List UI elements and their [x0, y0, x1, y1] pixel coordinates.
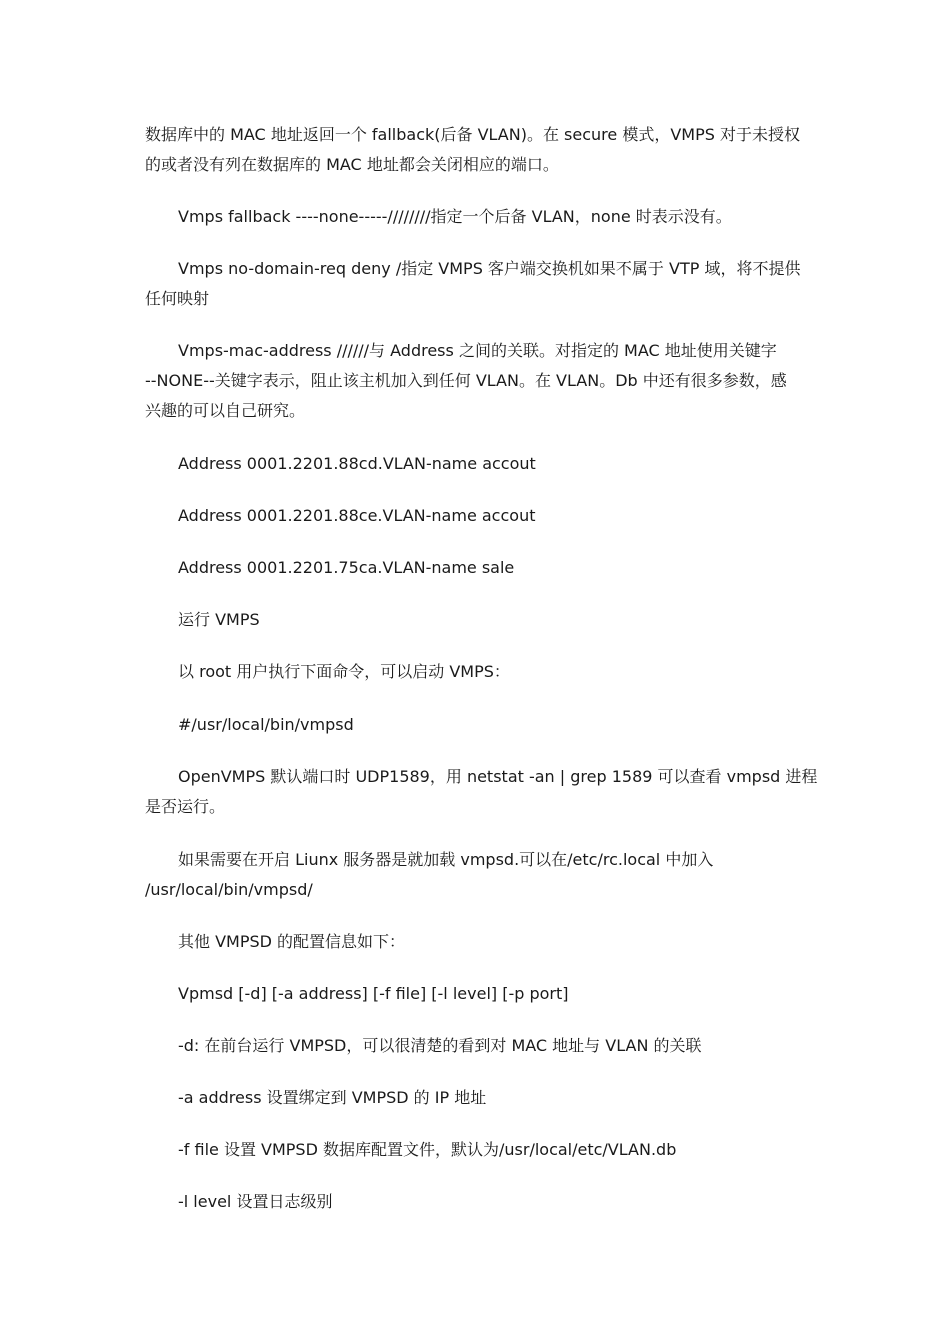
address-entry-3: Address 0001.2201.75ca.VLAN-name sale: [178, 558, 515, 577]
paragraph-openvmps-line-1: OpenVMPS 默认端口时 UDP1589，用 netstat -an | grep 1589 可以查看 vmpsd 进程: [178, 767, 818, 786]
paragraph-root-command: 以 root 用户执行下面命令，可以启动 VMPS：: [178, 662, 510, 681]
command-vmpsd-path: #/usr/local/bin/vmpsd: [178, 715, 354, 734]
option-l: -l level 设置日志级别: [178, 1192, 333, 1211]
option-a: -a address 设置绑定到 VMPSD 的 IP 地址: [178, 1088, 487, 1107]
section-heading-run-vmps: 运行 VMPS: [178, 610, 260, 629]
paragraph-1-line-1: 数据库中的 MAC 地址返回一个 fallback(后备 VLAN)。在 secure 模式，VMPS 对于未授权: [145, 125, 800, 144]
address-entry-2: Address 0001.2201.88ce.VLAN-name accout: [178, 506, 536, 525]
usage-synopsis: Vpmsd [-d] [-a address] [-f file] [-l level] [-p port]: [178, 984, 569, 1003]
option-f: -f file 设置 VMPSD 数据库配置文件，默认为/usr/local/etc/VLAN.db: [178, 1140, 677, 1159]
paragraph-3-line-2: 任何映射: [145, 289, 210, 308]
paragraph-3-line-1: Vmps no-domain-req deny /指定 VMPS 客户端交换机如果不属于 VTP 域，将不提供: [178, 259, 801, 278]
paragraph-startup-line-2: /usr/local/bin/vmpsd/: [145, 880, 313, 899]
paragraph-openvmps-line-2: 是否运行。: [145, 797, 226, 816]
paragraph-startup-line-1: 如果需要在开启 Liunx 服务器是就加载 vmpsd.可以在/etc/rc.local 中加入: [178, 850, 714, 869]
paragraph-4-line-3: 兴趣的可以自己研究。: [145, 401, 306, 420]
paragraph-1-line-2: 的或者没有列在数据库的 MAC 地址都会关闭相应的端口。: [145, 155, 559, 174]
option-d: -d: 在前台运行 VMPSD，可以很清楚的看到对 MAC 地址与 VLAN 的关联: [178, 1036, 702, 1055]
paragraph-4-line-2: --NONE--关键字表示，阻止该主机加入到任何 VLAN。在 VLAN。Db 中还有很多参数，感: [145, 371, 787, 390]
paragraph-other-config: 其他 VMPSD 的配置信息如下：: [178, 932, 406, 951]
address-entry-1: Address 0001.2201.88cd.VLAN-name accout: [178, 454, 536, 473]
paragraph-2-line-1: Vmps fallback ----none-----////////指定一个后备 VLAN，none 时表示没有。: [178, 207, 732, 226]
paragraph-4-line-1: Vmps-mac-address //////与 Address 之间的关联。对指定的 MAC 地址使用关键字: [178, 341, 777, 360]
